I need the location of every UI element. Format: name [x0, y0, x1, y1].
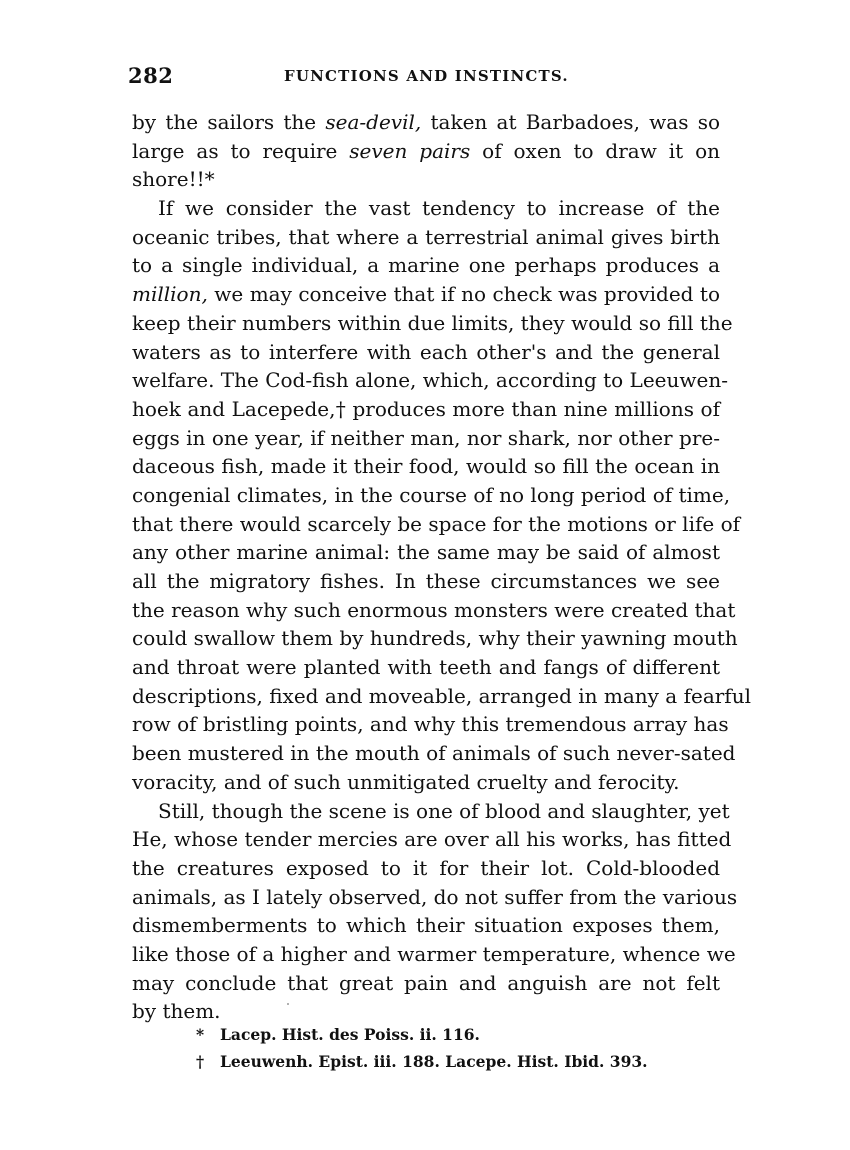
footnote-2: [196, 1048, 716, 1075]
text-segment: He, whose tender mercies are over all his works, has fitted: [132, 827, 732, 852]
text-line: [132, 223, 720, 252]
text-line: [132, 624, 738, 653]
text-line: [132, 768, 720, 797]
text-line: [132, 682, 751, 711]
text-segment: could swallow them by hundreds, why their yawning mouth: [132, 626, 738, 651]
text-segment: the reason why such enormous monsters were created that: [132, 597, 736, 622]
text-line: [132, 366, 728, 395]
text-line: [132, 452, 720, 481]
text-line: [132, 596, 736, 625]
text-segment: we may conceive that if no check was provided to: [207, 282, 720, 307]
text-line: [132, 854, 720, 883]
print-speck: [287, 1003, 289, 1005]
body-text: [132, 108, 751, 1026]
footnote-text: Lacep. Hist. des Poiss. ii. 116.: [220, 1025, 480, 1044]
text-line: [132, 395, 720, 424]
text-line: [132, 309, 733, 338]
text-segment: taken at Barbadoes, was so: [421, 110, 720, 134]
text-line: [132, 338, 720, 367]
footnote-text: Leeuwenh. Epist. iii. 188. Lacepe. Hist. Ibid. 393.: [220, 1052, 648, 1071]
text-segment: descriptions, fixed and moveable, arranged in many a fearful: [132, 683, 751, 708]
italic-text: sea-devil,: [325, 110, 422, 134]
text-line: [132, 137, 720, 166]
text-segment: row of bristling points, and why this tremendous array has: [132, 712, 729, 737]
text-segment: by the sailors the: [132, 110, 326, 134]
text-segment: If we consider the vast tendency to increase of the: [158, 196, 720, 221]
text-segment: the creatures exposed to it for their lot. Cold-blooded: [132, 855, 720, 880]
text-line: [132, 481, 731, 510]
text-segment: hoek and Lacepede,† produces more than nine millions of: [132, 396, 720, 421]
italic-text: seven pairs: [349, 138, 471, 163]
text-line: [132, 739, 736, 768]
text-segment: shore!!*: [132, 167, 215, 192]
text-line: [132, 797, 730, 826]
text-line: [132, 194, 720, 223]
page-number: 282: [128, 63, 174, 88]
text-segment: large as to require: [132, 138, 350, 163]
text-line: [132, 510, 741, 539]
text-line: [132, 538, 720, 567]
text-segment: all the migratory fishes. In these circumstances we see: [132, 569, 720, 593]
text-segment: been mustered in the mouth of animals of such never-sated: [132, 741, 736, 766]
text-segment: and throat were planted with teeth and fangs of different: [132, 655, 720, 680]
text-segment: that there would scarcely be space for the motions or life of: [132, 511, 741, 536]
text-segment: animals, as I lately observed, do not suffer from the various: [132, 884, 738, 909]
text-segment: eggs in one year, if neither man, nor shark, nor other pre-: [132, 425, 720, 450]
text-line: [132, 424, 720, 453]
text-segment: like those of a higher and warmer temperature, whence we: [132, 941, 736, 966]
text-line: [132, 280, 720, 309]
text-line: [132, 825, 732, 854]
text-segment: dismemberments to which their situation exposes them,: [132, 913, 720, 938]
text-segment: to a single individual, a marine one perhaps produces a: [132, 253, 720, 278]
footnote-mark: †: [196, 1052, 205, 1071]
text-line: [132, 710, 729, 739]
text-segment: by them.: [132, 999, 221, 1024]
text-line: [132, 969, 720, 998]
text-line: [132, 567, 720, 596]
text-line: [132, 911, 720, 940]
running-head: FUNCTIONS AND INSTINCTS.: [284, 67, 569, 85]
text-segment: voracity, and of such unmitigated cruelty and ferocity.: [132, 769, 680, 794]
footnotes: [196, 1021, 716, 1075]
text-segment: daceous fish, made it their food, would so fill the ocean in: [132, 454, 720, 479]
text-segment: congenial climates, in the course of no long period of time,: [132, 482, 731, 507]
text-segment: of oxen to draw it on: [470, 138, 720, 163]
page-header: [128, 63, 720, 93]
text-line: [132, 883, 738, 912]
text-line: [132, 940, 736, 969]
text-segment: welfare. The Cod-fish alone, which, according to Leeuwen-: [132, 368, 728, 393]
footnote-1: [196, 1021, 716, 1048]
text-segment: may conclude that great pain and anguish are not felt: [132, 970, 720, 995]
text-line: [132, 108, 720, 137]
footnote-mark: *: [196, 1025, 205, 1044]
text-segment: any other marine animal: the same may be said of almost: [132, 540, 720, 565]
text-line: [132, 653, 720, 682]
italic-text: million,: [132, 282, 208, 307]
text-segment: keep their numbers within due limits, they would so fill the: [132, 310, 733, 335]
text-segment: Still, though the scene is one of blood and slaughter, yet: [158, 798, 730, 823]
text-line: [132, 251, 720, 280]
text-segment: oceanic tribes, that where a terrestrial animal gives birth: [132, 224, 720, 249]
text-segment: waters as to interfere with each other's and the general: [132, 339, 720, 364]
text-line: [132, 165, 720, 194]
